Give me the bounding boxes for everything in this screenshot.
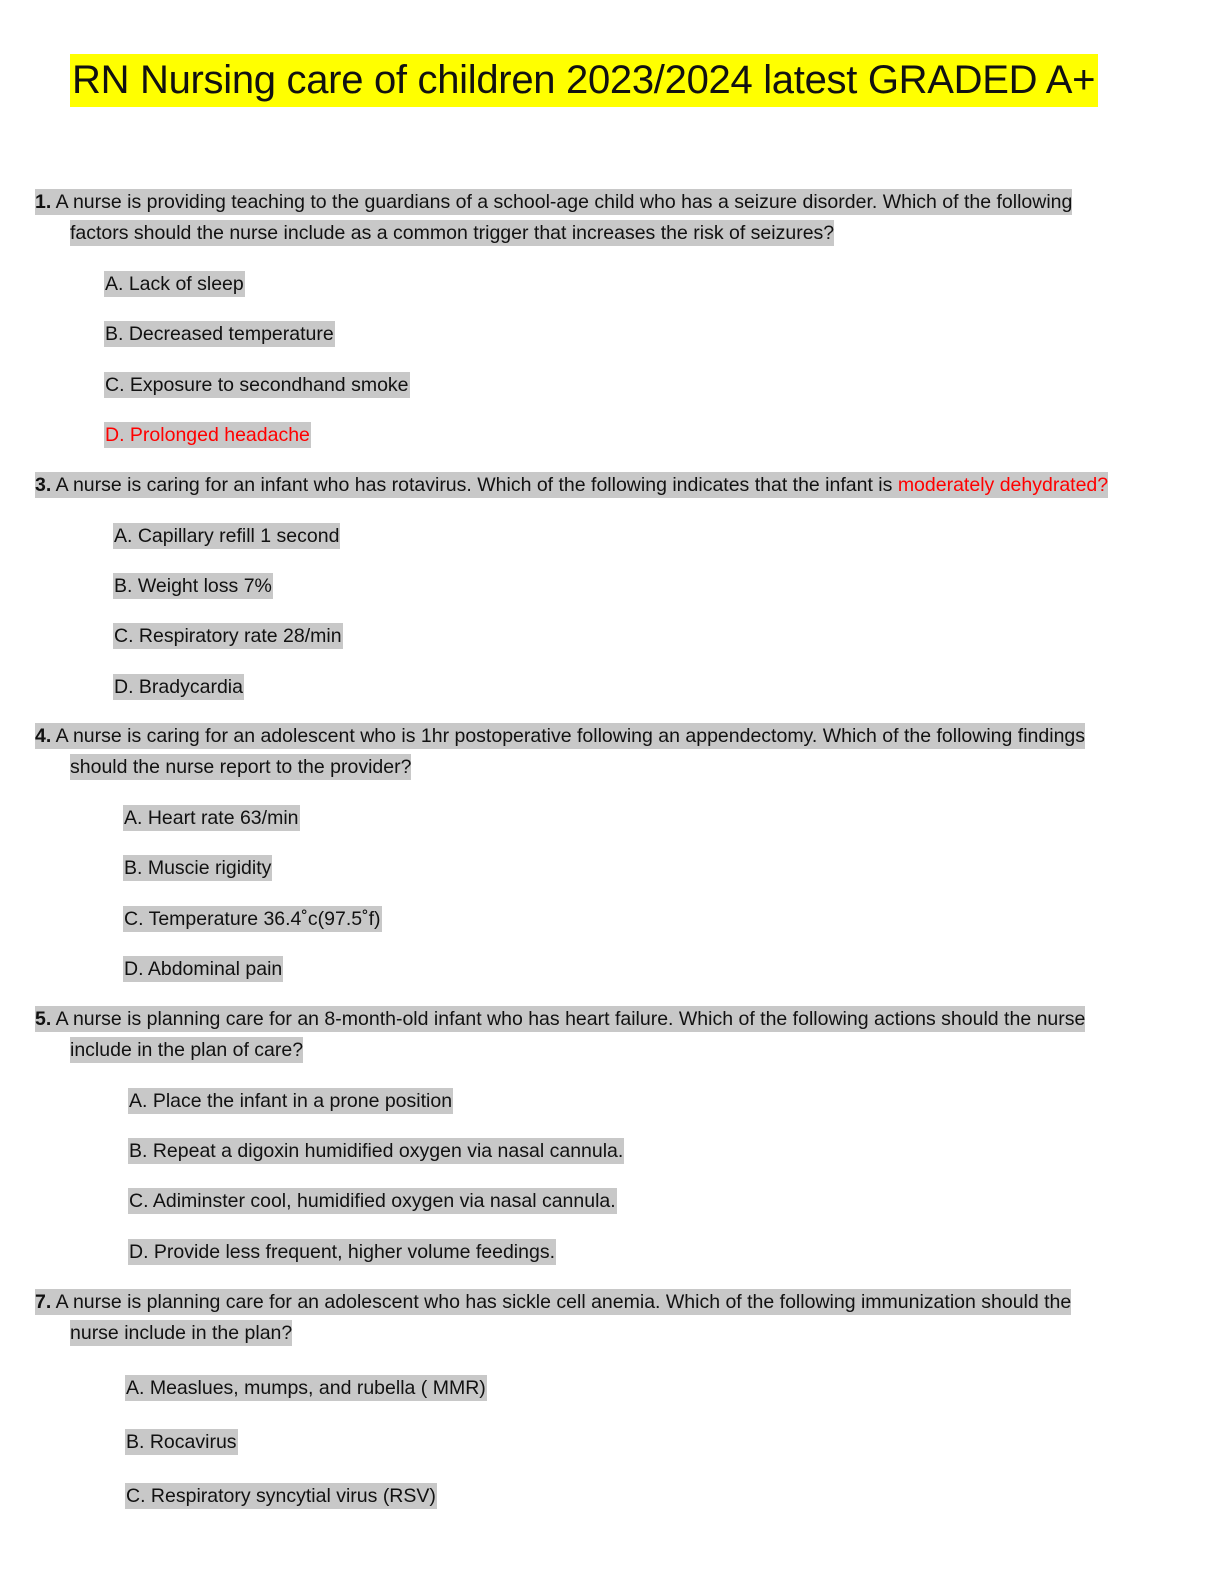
- option-3c: C. Respiratory rate 28/min: [114, 625, 342, 647]
- option-1b: B. Decreased temperature: [105, 323, 334, 345]
- option-1c: C. Exposure to secondhand smoke: [105, 374, 409, 396]
- question-5: [35, 1004, 1085, 1066]
- question-7: [35, 1287, 1071, 1349]
- question-text: A nurse is providing teaching to the guardians of a school-age child who has a seizure disorder. Which of the following: [51, 191, 1073, 213]
- question-text-continued: include in the plan of care?: [70, 1039, 304, 1061]
- option-7b: B. Rocavirus: [126, 1431, 237, 1453]
- document-title: RN Nursing care of children 2023/2024 latest GRADED A+: [70, 54, 1098, 107]
- question-number: 4.: [35, 725, 52, 747]
- option-3a: A. Capillary refill 1 second: [114, 525, 340, 547]
- option-4d: D. Abdominal pain: [124, 958, 283, 980]
- option-5c: C. Adiminster cool, humidified oxygen via nasal cannula.: [129, 1190, 616, 1212]
- option-7c: C. Respiratory syncytial virus (RSV): [126, 1485, 436, 1507]
- option-5d: D. Provide less frequent, higher volume feedings.: [129, 1241, 555, 1263]
- option-3d: D. Bradycardia: [114, 676, 243, 698]
- question-text-continued: factors should the nurse include as a common trigger that increases the risk of seizures?: [70, 222, 835, 244]
- question-text: A nurse is caring for an infant who has rotavirus. Which of the following indicates that the infant is: [51, 474, 898, 496]
- option-5b: B. Repeat a digoxin humidified oxygen via nasal cannula.: [129, 1140, 624, 1162]
- question-text-continued: nurse include in the plan?: [70, 1322, 293, 1344]
- option-1d-answer: D. Prolonged headache: [105, 424, 310, 446]
- option-4b: B. Muscie rigidity: [124, 857, 272, 879]
- question-number: 5.: [35, 1008, 52, 1030]
- option-4a: A. Heart rate 63/min: [124, 807, 299, 829]
- question-text-continued: should the nurse report to the provider?: [70, 756, 412, 778]
- option-5a: A. Place the infant in a prone position: [129, 1090, 453, 1112]
- option-1a: A. Lack of sleep: [105, 273, 244, 295]
- question-1: [35, 187, 1072, 249]
- question-text: A nurse is planning care for an 8-month-old infant who has heart failure. Which of the following actions should the nurse: [51, 1008, 1086, 1030]
- option-3b: B. Weight loss 7%: [114, 575, 272, 597]
- option-7a: A. Measlues, mumps, and rubella ( MMR): [126, 1377, 486, 1399]
- question-number: 7.: [35, 1291, 52, 1313]
- question-text: A nurse is caring for an adolescent who is 1hr postoperative following an appendectomy. Which of the following findings: [51, 725, 1086, 747]
- question-number: 1.: [35, 191, 52, 213]
- option-4c: C. Temperature 36.4˚c(97.5˚f): [124, 908, 381, 930]
- question-number: 3.: [35, 474, 52, 496]
- question-text: A nurse is planning care for an adolescent who has sickle cell anemia. Which of the following immunization should the: [51, 1291, 1072, 1313]
- question-text-highlight: moderately dehydrated?: [897, 474, 1109, 496]
- question-3: [35, 470, 1108, 501]
- question-4: [35, 721, 1085, 783]
